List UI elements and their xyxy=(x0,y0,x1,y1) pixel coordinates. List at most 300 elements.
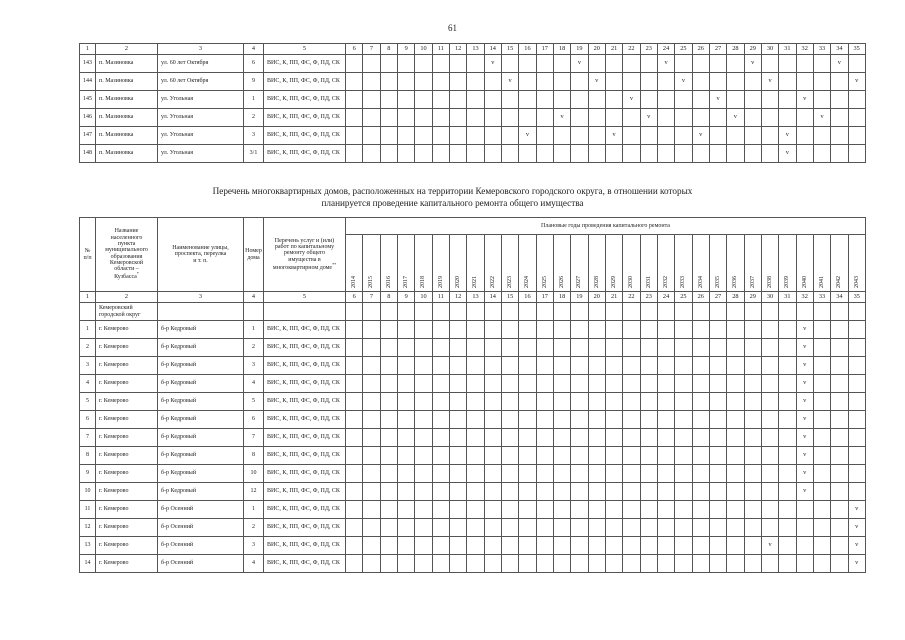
column-number: 1 xyxy=(80,292,96,303)
planned-mark: v xyxy=(709,91,726,109)
group-empty xyxy=(158,303,244,321)
year-cell xyxy=(640,375,657,393)
year-header: 2026 xyxy=(553,235,570,292)
year-cell xyxy=(605,429,622,447)
group-empty xyxy=(264,303,346,321)
column-number: 15 xyxy=(501,44,518,55)
column-number: 24 xyxy=(657,44,674,55)
year-cell xyxy=(449,73,466,91)
year-cell xyxy=(536,91,553,109)
year-cell xyxy=(519,375,536,393)
year-cell xyxy=(432,393,449,411)
column-number: 14 xyxy=(484,292,501,303)
year-cell xyxy=(640,411,657,429)
year-cell xyxy=(588,501,605,519)
year-cell xyxy=(415,411,432,429)
year-cell xyxy=(744,501,761,519)
services-list: ВИС, К, ПП, ФС, Ф, ПД, СК xyxy=(264,483,346,501)
year-header: 2027 xyxy=(571,235,588,292)
year-cell xyxy=(657,109,674,127)
locality: г. Кемерово xyxy=(96,447,158,465)
year-cell xyxy=(848,127,865,145)
year-cell xyxy=(779,447,796,465)
year-cell xyxy=(640,339,657,357)
column-number: 12 xyxy=(449,292,466,303)
house-number: 3/1 xyxy=(244,145,264,163)
column-number-row xyxy=(80,292,866,303)
row-number: 10 xyxy=(80,483,96,501)
header-street: Наименование улицы, проспекта, переулка и т. п. xyxy=(158,218,244,292)
year-cell xyxy=(519,555,536,573)
year-cell xyxy=(675,375,692,393)
year-cell xyxy=(553,465,570,483)
year-cell xyxy=(761,447,778,465)
year-header: 2032 xyxy=(657,235,674,292)
year-cell xyxy=(484,483,501,501)
row-number: 2 xyxy=(80,339,96,357)
planned-mark: v xyxy=(571,55,588,73)
year-cell xyxy=(363,483,380,501)
year-cell xyxy=(727,91,744,109)
column-number: 17 xyxy=(536,44,553,55)
year-cell xyxy=(484,127,501,145)
column-number: 6 xyxy=(346,44,363,55)
house-number: 8 xyxy=(244,447,264,465)
year-cell xyxy=(449,109,466,127)
year-cell xyxy=(571,465,588,483)
house-number: 3 xyxy=(244,537,264,555)
year-cell xyxy=(692,483,709,501)
year-cell xyxy=(623,109,640,127)
year-cell xyxy=(779,501,796,519)
year-cell xyxy=(779,339,796,357)
year-header: 2035 xyxy=(709,235,726,292)
year-cell xyxy=(640,483,657,501)
house-number: 1 xyxy=(244,91,264,109)
column-number: 27 xyxy=(709,292,726,303)
column-number: 26 xyxy=(692,44,709,55)
year-cell xyxy=(571,145,588,163)
year-cell xyxy=(848,483,865,501)
year-cell xyxy=(363,91,380,109)
services-list: ВИС, К, ПП, ФС, Ф, ПД, СК xyxy=(264,537,346,555)
year-header: 2016 xyxy=(380,235,397,292)
year-cell xyxy=(848,339,865,357)
locality: г. Кемерово xyxy=(96,501,158,519)
year-cell xyxy=(709,537,726,555)
year-cell xyxy=(380,411,397,429)
year-header: 2024 xyxy=(519,235,536,292)
year-cell xyxy=(813,483,830,501)
year-cell xyxy=(449,465,466,483)
year-cell xyxy=(640,519,657,537)
year-cell xyxy=(397,555,414,573)
year-cell xyxy=(605,73,622,91)
year-cell xyxy=(796,519,813,537)
column-number: 25 xyxy=(675,44,692,55)
year-cell xyxy=(692,429,709,447)
street: б-р Кедровый xyxy=(158,393,244,411)
year-cell xyxy=(484,339,501,357)
housing-table-kemerovo xyxy=(79,217,866,573)
year-cell xyxy=(380,519,397,537)
year-cell xyxy=(831,145,848,163)
year-cell xyxy=(467,109,484,127)
year-cell xyxy=(709,483,726,501)
year-cell xyxy=(640,465,657,483)
year-cell xyxy=(657,429,674,447)
year-cell xyxy=(848,393,865,411)
year-cell xyxy=(848,447,865,465)
services-list: ВИС, К, ПП, ФС, Ф, ПД, СК xyxy=(264,55,346,73)
group-empty xyxy=(640,303,657,321)
year-cell xyxy=(346,429,363,447)
locality: п. Мазиновка xyxy=(96,109,158,127)
year-cell xyxy=(623,357,640,375)
column-number: 30 xyxy=(761,292,778,303)
year-cell xyxy=(484,411,501,429)
year-cell xyxy=(501,127,518,145)
column-number: 7 xyxy=(363,292,380,303)
column-number: 23 xyxy=(640,44,657,55)
planned-mark: v xyxy=(779,145,796,163)
year-cell xyxy=(657,127,674,145)
group-empty xyxy=(848,303,865,321)
year-cell xyxy=(467,357,484,375)
year-cell xyxy=(449,339,466,357)
year-cell xyxy=(346,411,363,429)
year-cell xyxy=(727,501,744,519)
year-cell xyxy=(484,429,501,447)
year-cell xyxy=(380,357,397,375)
year-header: 2033 xyxy=(675,235,692,292)
services-list: ВИС, К, ПП, ФС, Ф, ПД, СК xyxy=(264,429,346,447)
year-cell xyxy=(605,519,622,537)
year-cell xyxy=(623,145,640,163)
year-cell xyxy=(831,321,848,339)
year-cell xyxy=(415,483,432,501)
year-cell xyxy=(484,537,501,555)
year-cell xyxy=(709,55,726,73)
year-cell xyxy=(363,537,380,555)
year-header: 2018 xyxy=(415,235,432,292)
column-number: 26 xyxy=(692,292,709,303)
year-cell xyxy=(363,339,380,357)
year-cell xyxy=(553,339,570,357)
year-cell xyxy=(675,465,692,483)
column-number: 35 xyxy=(848,44,865,55)
planned-mark: v xyxy=(588,73,605,91)
year-cell xyxy=(623,555,640,573)
year-cell xyxy=(467,321,484,339)
year-cell xyxy=(501,321,518,339)
year-cell xyxy=(709,555,726,573)
table-row xyxy=(80,91,866,109)
year-cell xyxy=(640,91,657,109)
year-cell xyxy=(796,127,813,145)
planned-mark: v xyxy=(796,447,813,465)
column-number-row xyxy=(80,44,866,55)
year-cell xyxy=(432,109,449,127)
year-cell xyxy=(813,357,830,375)
year-cell xyxy=(432,357,449,375)
street: б-р Кедровый xyxy=(158,447,244,465)
year-cell xyxy=(553,357,570,375)
locality: г. Кемерово xyxy=(96,357,158,375)
year-cell xyxy=(727,555,744,573)
year-header: 2030 xyxy=(623,235,640,292)
street: ул. Угольная xyxy=(158,109,244,127)
year-cell xyxy=(692,321,709,339)
locality: п. Мазиновка xyxy=(96,55,158,73)
year-cell xyxy=(536,127,553,145)
column-number: 5 xyxy=(264,292,346,303)
year-cell xyxy=(779,321,796,339)
year-cell xyxy=(553,447,570,465)
year-cell xyxy=(432,501,449,519)
year-cell xyxy=(779,73,796,91)
year-cell xyxy=(432,73,449,91)
year-cell xyxy=(657,375,674,393)
year-cell xyxy=(519,73,536,91)
year-cell xyxy=(761,109,778,127)
year-cell xyxy=(605,447,622,465)
year-cell xyxy=(380,429,397,447)
year-cell xyxy=(501,375,518,393)
house-number: 2 xyxy=(244,519,264,537)
year-cell xyxy=(744,519,761,537)
year-cell xyxy=(692,145,709,163)
year-cell xyxy=(588,537,605,555)
year-cell xyxy=(588,555,605,573)
year-cell xyxy=(588,519,605,537)
year-cell xyxy=(744,127,761,145)
year-cell xyxy=(779,429,796,447)
year-cell xyxy=(692,447,709,465)
year-cell xyxy=(432,375,449,393)
year-cell xyxy=(657,91,674,109)
year-cell xyxy=(761,375,778,393)
column-number: 12 xyxy=(449,44,466,55)
year-cell xyxy=(415,393,432,411)
planned-mark: v xyxy=(796,339,813,357)
year-cell xyxy=(692,393,709,411)
year-cell xyxy=(675,145,692,163)
year-header: 2039 xyxy=(779,235,796,292)
year-cell xyxy=(831,519,848,537)
year-cell xyxy=(675,109,692,127)
house-number: 9 xyxy=(244,73,264,91)
row-number: 12 xyxy=(80,519,96,537)
planned-mark: v xyxy=(796,429,813,447)
locality: г. Кемерово xyxy=(96,393,158,411)
column-number: 3 xyxy=(158,292,244,303)
year-cell xyxy=(346,447,363,465)
year-cell xyxy=(779,357,796,375)
year-cell xyxy=(519,357,536,375)
column-number: 2 xyxy=(96,44,158,55)
row-number: 146 xyxy=(80,109,96,127)
row-number: 144 xyxy=(80,73,96,91)
year-cell xyxy=(813,465,830,483)
year-cell xyxy=(501,393,518,411)
services-list: ВИС, К, ПП, ФС, Ф, ПД, СК xyxy=(264,127,346,145)
year-header: 2015 xyxy=(363,235,380,292)
year-cell xyxy=(744,109,761,127)
year-cell xyxy=(779,483,796,501)
year-cell xyxy=(727,375,744,393)
planned-mark: v xyxy=(848,555,865,573)
year-cell xyxy=(467,465,484,483)
year-cell xyxy=(623,519,640,537)
year-cell xyxy=(623,501,640,519)
year-cell xyxy=(415,55,432,73)
year-cell xyxy=(692,519,709,537)
year-cell xyxy=(519,429,536,447)
year-cell xyxy=(415,519,432,537)
year-cell xyxy=(588,145,605,163)
year-cell xyxy=(571,429,588,447)
year-cell xyxy=(623,73,640,91)
house-number: 2 xyxy=(244,339,264,357)
column-number: 32 xyxy=(796,292,813,303)
year-cell xyxy=(519,465,536,483)
year-cell xyxy=(501,519,518,537)
group-empty xyxy=(779,303,796,321)
year-cell xyxy=(484,465,501,483)
year-cell xyxy=(380,447,397,465)
year-cell xyxy=(363,73,380,91)
year-cell xyxy=(831,483,848,501)
year-cell xyxy=(727,73,744,91)
year-cell xyxy=(813,339,830,357)
year-cell xyxy=(536,375,553,393)
year-cell xyxy=(397,411,414,429)
year-cell xyxy=(536,429,553,447)
year-cell xyxy=(588,411,605,429)
year-cell xyxy=(467,519,484,537)
year-cell xyxy=(779,109,796,127)
year-header: 2029 xyxy=(605,235,622,292)
year-cell xyxy=(675,321,692,339)
year-cell xyxy=(449,555,466,573)
year-cell xyxy=(831,393,848,411)
row-number: 7 xyxy=(80,429,96,447)
table-row xyxy=(80,145,866,163)
group-empty xyxy=(623,303,640,321)
year-cell xyxy=(449,483,466,501)
year-cell xyxy=(346,483,363,501)
locality: г. Кемерово xyxy=(96,537,158,555)
year-cell xyxy=(449,91,466,109)
year-cell xyxy=(571,357,588,375)
year-cell xyxy=(346,519,363,537)
year-cell xyxy=(501,465,518,483)
year-cell xyxy=(346,555,363,573)
year-cell xyxy=(605,145,622,163)
year-cell xyxy=(380,501,397,519)
year-cell xyxy=(761,127,778,145)
year-cell xyxy=(727,127,744,145)
year-cell xyxy=(449,145,466,163)
services-list: ВИС, К, ПП, ФС, Ф, ПД, СК xyxy=(264,519,346,537)
locality: п. Мазиновка xyxy=(96,145,158,163)
planned-mark: v xyxy=(501,73,518,91)
year-cell xyxy=(623,127,640,145)
column-number: 13 xyxy=(467,292,484,303)
row-number: 11 xyxy=(80,501,96,519)
year-cell xyxy=(536,555,553,573)
year-cell xyxy=(709,411,726,429)
year-cell xyxy=(397,483,414,501)
group-empty xyxy=(796,303,813,321)
year-cell xyxy=(640,555,657,573)
year-cell xyxy=(467,447,484,465)
year-cell xyxy=(467,483,484,501)
street: б-р Кедровый xyxy=(158,357,244,375)
year-cell xyxy=(744,73,761,91)
year-cell xyxy=(605,393,622,411)
year-cell xyxy=(727,55,744,73)
column-number: 19 xyxy=(571,44,588,55)
year-cell xyxy=(380,91,397,109)
locality: г. Кемерово xyxy=(96,339,158,357)
year-cell xyxy=(571,393,588,411)
year-cell xyxy=(692,357,709,375)
year-cell xyxy=(380,375,397,393)
year-cell xyxy=(449,127,466,145)
year-cell xyxy=(467,91,484,109)
planned-mark: v xyxy=(848,73,865,91)
year-cell xyxy=(484,447,501,465)
row-number: 1 xyxy=(80,321,96,339)
year-cell xyxy=(813,501,830,519)
column-number: 14 xyxy=(484,44,501,55)
row-number: 5 xyxy=(80,393,96,411)
year-cell xyxy=(536,447,553,465)
house-number: 1 xyxy=(244,321,264,339)
column-number: 30 xyxy=(761,44,778,55)
table-row xyxy=(80,73,866,91)
year-cell xyxy=(432,429,449,447)
year-cell xyxy=(692,55,709,73)
group-empty xyxy=(605,303,622,321)
year-cell xyxy=(536,411,553,429)
column-number: 15 xyxy=(501,292,518,303)
year-cell xyxy=(623,339,640,357)
year-cell xyxy=(467,555,484,573)
year-cell xyxy=(727,465,744,483)
group-label: Кемеровский городской округ xyxy=(96,303,158,321)
year-cell xyxy=(484,357,501,375)
house-number: 12 xyxy=(244,483,264,501)
year-cell xyxy=(484,519,501,537)
year-cell xyxy=(709,339,726,357)
year-cell xyxy=(848,109,865,127)
year-cell xyxy=(553,91,570,109)
year-cell xyxy=(449,357,466,375)
street: б-р Кедровый xyxy=(158,339,244,357)
year-cell xyxy=(380,555,397,573)
column-number: 25 xyxy=(675,292,692,303)
group-empty xyxy=(415,303,432,321)
planned-mark: v xyxy=(519,127,536,145)
year-cell xyxy=(831,357,848,375)
year-cell xyxy=(744,483,761,501)
year-cell xyxy=(415,465,432,483)
year-cell xyxy=(415,447,432,465)
year-cell xyxy=(761,411,778,429)
